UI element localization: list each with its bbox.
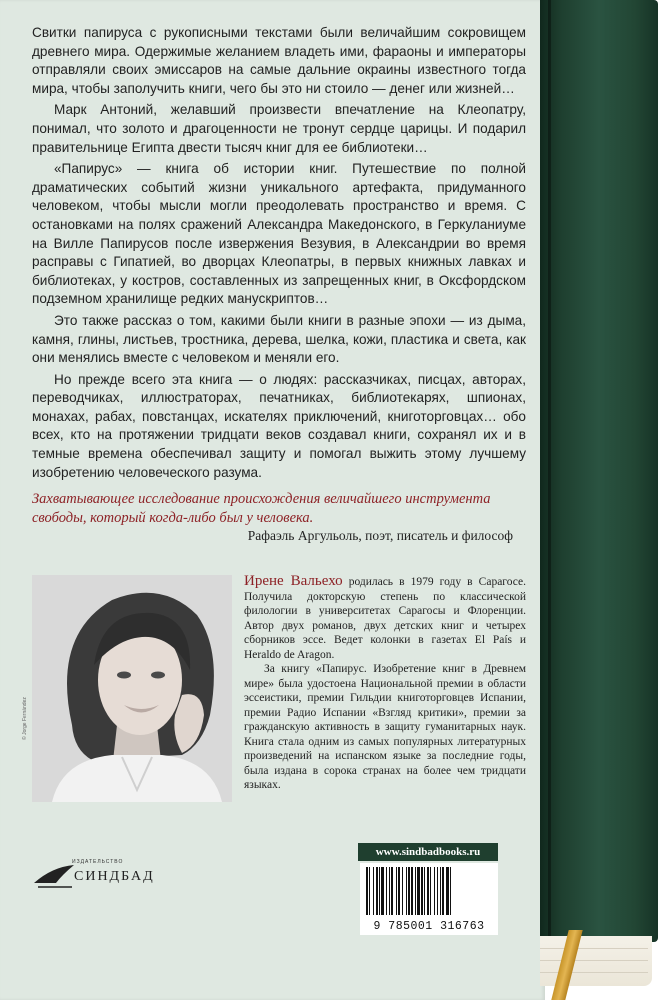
blurb-paragraph: Это также рассказ о том, какими были книги в разные эпохи — из дыма, камня, глины, листьев, тростника, дерева, шелка, кожи, пластика и света, как они менялись вместе с человеком и меняли его. [32,312,526,366]
sail-ship-icon [32,861,76,891]
blurb-paragraph: Свитки папируса с рукописными текстами были величайшим сокровищем древнего мира. Одержимые желанием владеть ими, фараоны и императоры отправляли своих эмиссаров на самые дальние окраины известного тогда мира, чтобы заполучить книги, чего бы это ни стоило — денег или жизней… [32,25,526,96]
elastic-strap [548,0,551,942]
author-portrait-illustration [32,575,232,802]
blurb-paragraph: Но прежде всего эта книга — о людях: рассказчиках, писцах, авторах, переводчиках, иллюстраторах, печатниках, библиотекарях, шпионах, монахах, рабах, повстанцах, искателях приключений, книготорговцах… обо всех, кто на протяжении тридцати веков создавал книги, сохранял их и в темные времена обеспечивал защиту и помогал выжить этому лучшему изобретению человеческого разума. [32,371,526,480]
blurb-paragraph: «Папирус» — книга об истории книг. Путешествие по полной драматических событий жизни уникального артефакта, придуманного человеком, чтобы мысли могли преодолевать пространство и время. С остановками на полях сражений Александра Македонского, в Геркуланиуме на Вилле Папирусов после извержения Везувия, в Александрии во время расправы с Гипатией, во дворцах Клеопатры, в первых книжных лавках и библиотеках, у костров, составленных из запрещенных книг, в Оксфордском подземном хранилище редких манускриптов… [32,161,526,307]
author-bio [244,574,526,793]
author-name: Ирене Вальехо [244,573,343,589]
isbn-barcode [360,863,498,935]
publisher-caption: ИЗДАТЕЛЬСТВО [72,859,124,865]
barcode-bars [360,863,498,919]
review-quote: Захватывающее исследование происхождения величайшего инструмента свободы, который когда-либо был у человека. [32,491,491,526]
bio-paragraph-1 [244,574,526,662]
publisher-website: www.sindbadbooks.ru [358,843,498,861]
isbn-number: 9 785001 316763 [373,920,485,933]
photo-credit: © Jorge Fernández [22,697,28,740]
blurb-paragraph: Марк Антоний, желавший произвести впечатление на Клеопатру, понимал, что золото и драгоценности не тронут сердце царицы. И подарил правительнице Египта двести тысяч книг для ее библиотеки… [32,102,526,155]
bio-text-1: родилась в 1979 году в Сарагосе. Получила докторскую степень по классической филологии в университетах Сарагосы и Флоренции. Автор двух романов, двух детских книг и четырех сборников эссе. Ведет колонки в газетах El País и Heraldo de Aragon. [244,576,526,661]
author-photo [32,575,232,802]
book-spine [540,0,658,942]
review-quote-author: Рафаэль Аргульоль, поэт, писатель и философ [247,528,513,543]
blurb-text [32,24,526,485]
publisher-name: СИНДБАД [74,869,155,884]
bio-paragraph-2: За книгу «Папирус. Изобретение книг в Древнем мире» была удостоена Национальной премии в области эссеистики, премии Гильдии книготорговцев Испании, премии Радио Испании «Взгляд критики», премии за гражданскую активность в защиту гуманитарных наук. Книга стала одним из самых популярных литературных произведений на испанском языке за последние годы, была издана в сорока странах на более чем тридцати языках. [244,663,526,791]
publisher-logo [32,853,155,893]
